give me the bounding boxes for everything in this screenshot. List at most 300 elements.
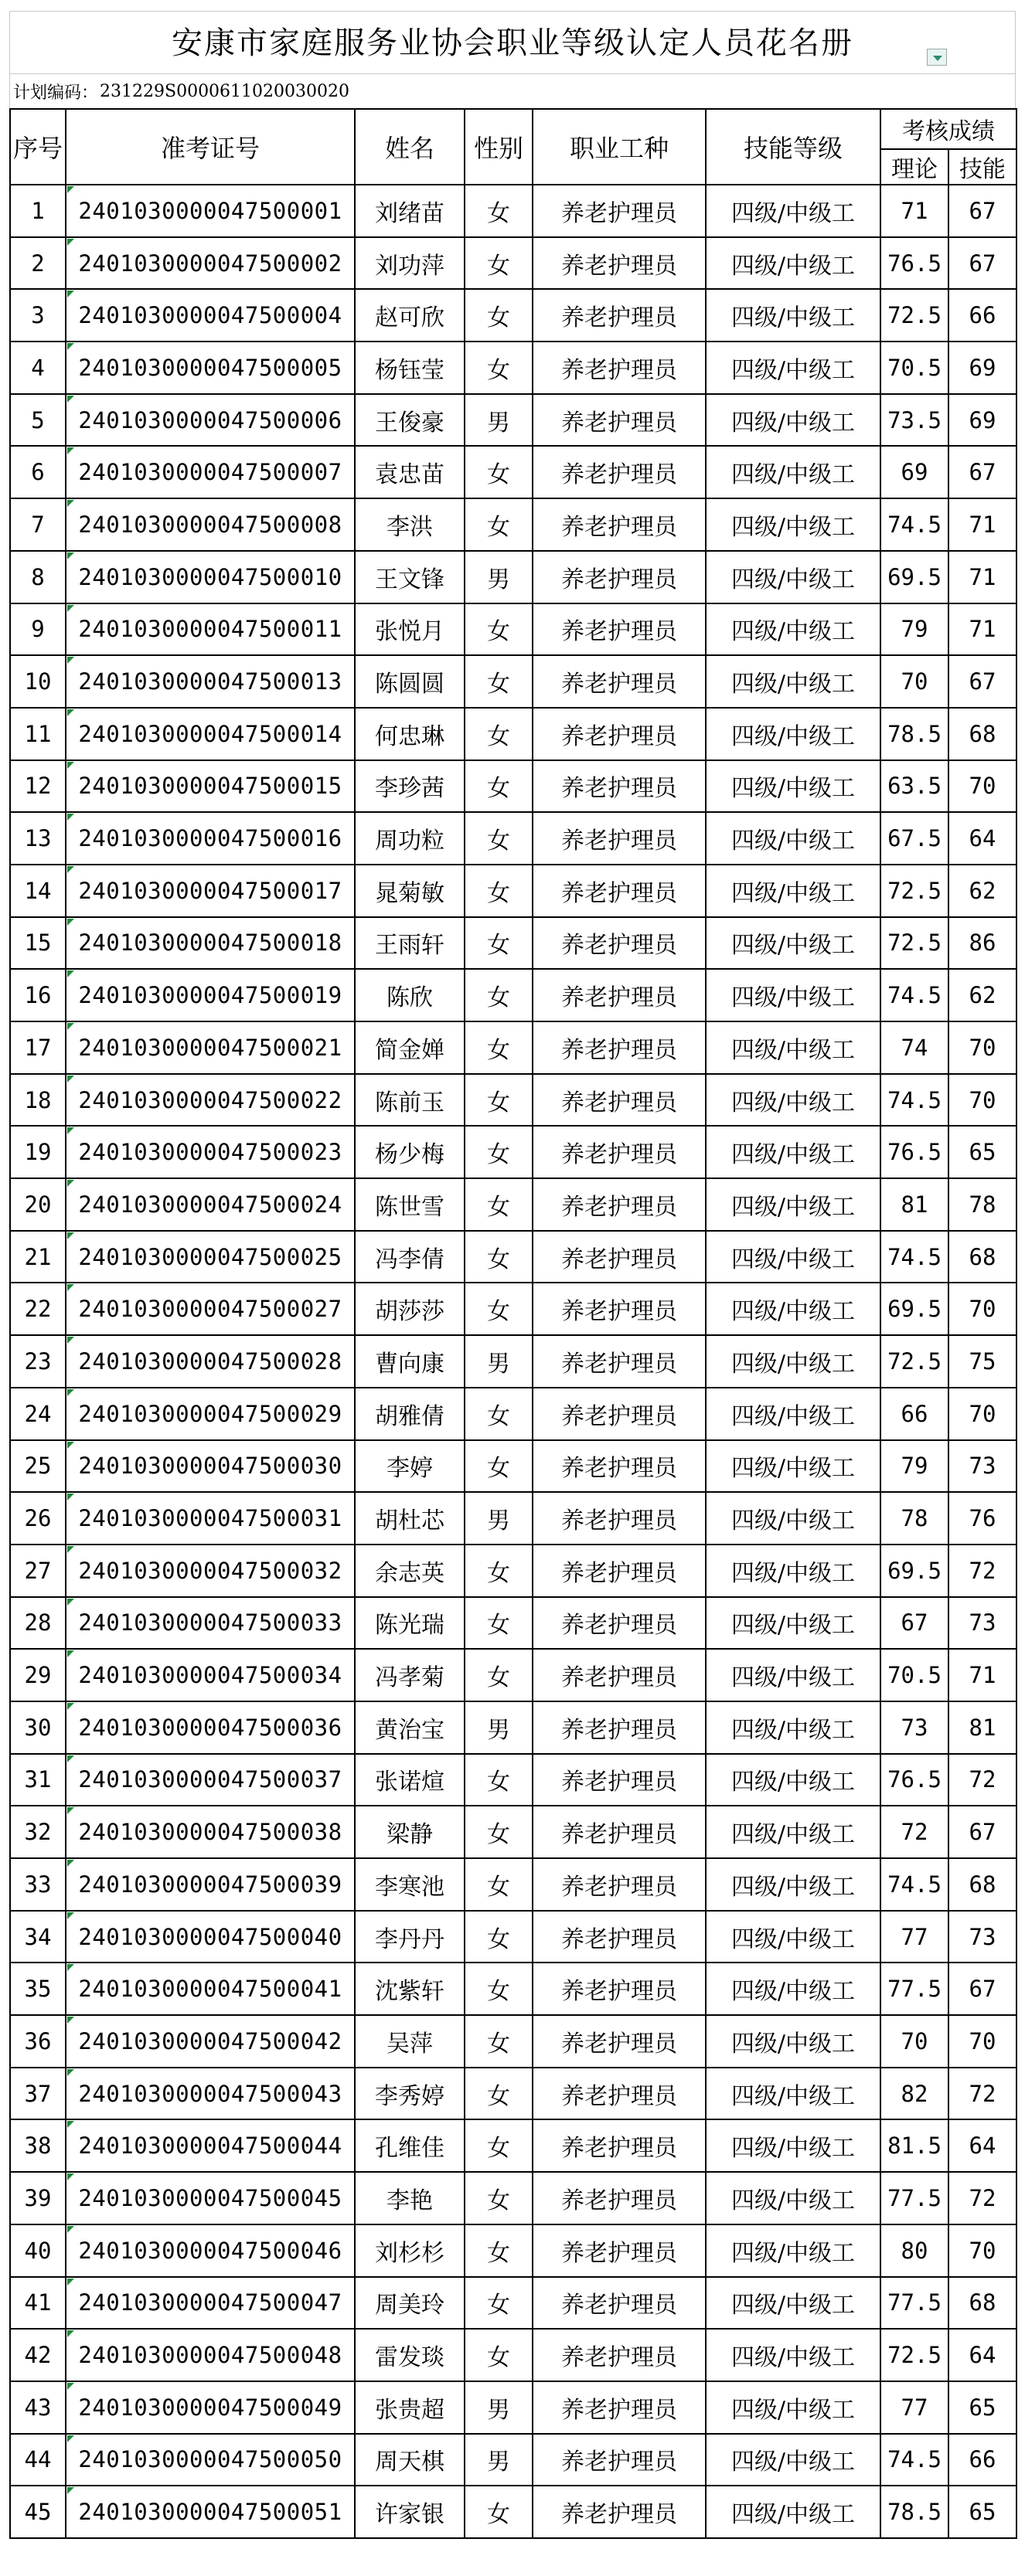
level-cell: 四级/中级工 bbox=[706, 708, 880, 760]
theory-score-cell: 74.5 bbox=[880, 2434, 948, 2486]
theory-score-cell: 72.5 bbox=[880, 865, 948, 917]
table-row bbox=[10, 394, 1016, 447]
exam-id-cell: 2401030000047500019 bbox=[66, 969, 355, 1021]
header-skill: 技能 bbox=[948, 149, 1016, 185]
exam-id-cell: 2401030000047500028 bbox=[66, 1335, 355, 1388]
level-cell: 四级/中级工 bbox=[706, 917, 880, 970]
table-row bbox=[10, 1649, 1016, 1701]
gender-cell: 女 bbox=[465, 1911, 533, 1963]
level-cell: 四级/中级工 bbox=[706, 2119, 880, 2172]
skill-score-cell: 65 bbox=[948, 2486, 1016, 2538]
occupation-cell: 养老护理员 bbox=[533, 1021, 706, 1074]
occupation-cell: 养老护理员 bbox=[533, 1597, 706, 1650]
table-row bbox=[10, 1283, 1016, 1335]
skill-score-cell: 64 bbox=[948, 812, 1016, 865]
exam-id-cell: 2401030000047500002 bbox=[66, 237, 355, 290]
skill-score-cell: 71 bbox=[948, 603, 1016, 656]
exam-id-cell: 2401030000047500008 bbox=[66, 498, 355, 551]
occupation-cell: 养老护理员 bbox=[533, 2224, 706, 2277]
theory-score-cell: 74 bbox=[880, 1021, 948, 1074]
seq-cell: 39 bbox=[10, 2172, 66, 2224]
skill-score-cell: 65 bbox=[948, 1126, 1016, 1178]
theory-score-cell: 82 bbox=[880, 2068, 948, 2120]
table-row bbox=[10, 446, 1016, 498]
seq-cell: 32 bbox=[10, 1806, 66, 1858]
table-row bbox=[10, 237, 1016, 290]
name-cell: 吴萍 bbox=[355, 2015, 465, 2068]
gender-cell: 女 bbox=[465, 1806, 533, 1858]
level-cell: 四级/中级工 bbox=[706, 2381, 880, 2434]
name-cell: 刘绪苗 bbox=[355, 185, 465, 237]
theory-score-cell: 70 bbox=[880, 655, 948, 708]
table-row bbox=[10, 2172, 1016, 2224]
level-cell: 四级/中级工 bbox=[706, 2015, 880, 2068]
level-cell: 四级/中级工 bbox=[706, 1021, 880, 1074]
level-cell: 四级/中级工 bbox=[706, 2068, 880, 2120]
level-cell: 四级/中级工 bbox=[706, 969, 880, 1021]
table-row bbox=[10, 2486, 1016, 2538]
theory-score-cell: 78 bbox=[880, 1492, 948, 1545]
theory-score-cell: 70 bbox=[880, 2015, 948, 2068]
level-cell: 四级/中级工 bbox=[706, 1597, 880, 1650]
theory-score-cell: 79 bbox=[880, 603, 948, 656]
header-theory: 理论 bbox=[880, 149, 948, 185]
theory-score-cell: 63.5 bbox=[880, 760, 948, 813]
level-cell: 四级/中级工 bbox=[706, 1858, 880, 1911]
gender-cell: 男 bbox=[465, 1335, 533, 1388]
exam-id-cell: 2401030000047500017 bbox=[66, 865, 355, 917]
seq-cell: 23 bbox=[10, 1335, 66, 1388]
theory-score-cell: 74.5 bbox=[880, 1858, 948, 1911]
occupation-cell: 养老护理员 bbox=[533, 394, 706, 447]
exam-id-cell: 2401030000047500010 bbox=[66, 551, 355, 603]
skill-score-cell: 70 bbox=[948, 760, 1016, 813]
occupation-cell: 养老护理员 bbox=[533, 1545, 706, 1597]
theory-score-cell: 70.5 bbox=[880, 1649, 948, 1701]
level-cell: 四级/中级工 bbox=[706, 289, 880, 342]
seq-cell: 3 bbox=[10, 289, 66, 342]
gender-cell: 女 bbox=[465, 1963, 533, 2015]
exam-id-cell: 2401030000047500033 bbox=[66, 1597, 355, 1650]
level-cell: 四级/中级工 bbox=[706, 1963, 880, 2015]
skill-score-cell: 69 bbox=[948, 342, 1016, 394]
occupation-cell: 养老护理员 bbox=[533, 1440, 706, 1493]
level-cell: 四级/中级工 bbox=[706, 1231, 880, 1283]
level-cell: 四级/中级工 bbox=[706, 2172, 880, 2224]
skill-score-cell: 64 bbox=[948, 2329, 1016, 2381]
occupation-cell: 养老护理员 bbox=[533, 551, 706, 603]
occupation-cell: 养老护理员 bbox=[533, 1231, 706, 1283]
exam-id-cell: 2401030000047500016 bbox=[66, 812, 355, 865]
skill-score-cell: 68 bbox=[948, 1231, 1016, 1283]
seq-cell: 14 bbox=[10, 865, 66, 917]
name-cell: 陈前玉 bbox=[355, 1074, 465, 1127]
gender-cell: 女 bbox=[465, 2224, 533, 2277]
name-cell: 刘杉杉 bbox=[355, 2224, 465, 2277]
skill-score-cell: 70 bbox=[948, 2015, 1016, 2068]
gender-cell: 女 bbox=[465, 2172, 533, 2224]
table-row bbox=[10, 289, 1016, 342]
gender-cell: 女 bbox=[465, 969, 533, 1021]
table-row bbox=[10, 185, 1016, 237]
filter-dropdown-button[interactable] bbox=[927, 49, 947, 66]
seq-cell: 4 bbox=[10, 342, 66, 394]
seq-cell: 22 bbox=[10, 1283, 66, 1335]
occupation-cell: 养老护理员 bbox=[533, 708, 706, 760]
gender-cell: 女 bbox=[465, 2486, 533, 2538]
seq-cell: 9 bbox=[10, 603, 66, 656]
occupation-cell: 养老护理员 bbox=[533, 655, 706, 708]
level-cell: 四级/中级工 bbox=[706, 1126, 880, 1178]
skill-score-cell: 68 bbox=[948, 2277, 1016, 2330]
seq-cell: 29 bbox=[10, 1649, 66, 1701]
seq-cell: 28 bbox=[10, 1597, 66, 1650]
name-cell: 杨钰莹 bbox=[355, 342, 465, 394]
gender-cell: 女 bbox=[465, 2119, 533, 2172]
header-name: 姓名 bbox=[355, 109, 465, 185]
name-cell: 曹向康 bbox=[355, 1335, 465, 1388]
gender-cell: 女 bbox=[465, 1649, 533, 1701]
header-score-group: 考核成绩 bbox=[880, 109, 1016, 149]
occupation-cell: 养老护理员 bbox=[533, 1283, 706, 1335]
skill-score-cell: 73 bbox=[948, 1440, 1016, 1493]
skill-score-cell: 70 bbox=[948, 2224, 1016, 2277]
occupation-cell: 养老护理员 bbox=[533, 1388, 706, 1440]
theory-score-cell: 74.5 bbox=[880, 969, 948, 1021]
seq-cell: 35 bbox=[10, 1963, 66, 2015]
exam-id-cell: 2401030000047500037 bbox=[66, 1754, 355, 1806]
theory-score-cell: 74.5 bbox=[880, 498, 948, 551]
exam-id-cell: 2401030000047500048 bbox=[66, 2329, 355, 2381]
name-cell: 陈世雪 bbox=[355, 1178, 465, 1231]
skill-score-cell: 62 bbox=[948, 865, 1016, 917]
skill-score-cell: 72 bbox=[948, 1545, 1016, 1597]
skill-score-cell: 86 bbox=[948, 917, 1016, 970]
table-row bbox=[10, 1231, 1016, 1283]
occupation-cell: 养老护理员 bbox=[533, 2486, 706, 2538]
name-cell: 雷发琰 bbox=[355, 2329, 465, 2381]
name-cell: 张诺煊 bbox=[355, 1754, 465, 1806]
skill-score-cell: 67 bbox=[948, 1963, 1016, 2015]
exam-id-cell: 2401030000047500045 bbox=[66, 2172, 355, 2224]
gender-cell: 女 bbox=[465, 603, 533, 656]
skill-score-cell: 67 bbox=[948, 655, 1016, 708]
table-row bbox=[10, 1754, 1016, 1806]
table-row bbox=[10, 1178, 1016, 1231]
occupation-cell: 养老护理员 bbox=[533, 1858, 706, 1911]
skill-score-cell: 70 bbox=[948, 1074, 1016, 1127]
exam-id-cell: 2401030000047500046 bbox=[66, 2224, 355, 2277]
name-cell: 王雨轩 bbox=[355, 917, 465, 970]
name-cell: 赵可欣 bbox=[355, 289, 465, 342]
seq-cell: 26 bbox=[10, 1492, 66, 1545]
level-cell: 四级/中级工 bbox=[706, 1335, 880, 1388]
table-row bbox=[10, 760, 1016, 813]
gender-cell: 女 bbox=[465, 2015, 533, 2068]
level-cell: 四级/中级工 bbox=[706, 1545, 880, 1597]
occupation-cell: 养老护理员 bbox=[533, 812, 706, 865]
theory-score-cell: 79 bbox=[880, 1440, 948, 1493]
name-cell: 梁静 bbox=[355, 1806, 465, 1858]
chevron-down-icon bbox=[933, 56, 942, 61]
table-row bbox=[10, 1492, 1016, 1545]
table-row bbox=[10, 1701, 1016, 1754]
level-cell: 四级/中级工 bbox=[706, 1754, 880, 1806]
level-cell: 四级/中级工 bbox=[706, 237, 880, 290]
exam-id-cell: 2401030000047500049 bbox=[66, 2381, 355, 2434]
level-cell: 四级/中级工 bbox=[706, 1440, 880, 1493]
table-row bbox=[10, 1388, 1016, 1440]
skill-score-cell: 66 bbox=[948, 289, 1016, 342]
exam-id-cell: 2401030000047500034 bbox=[66, 1649, 355, 1701]
theory-score-cell: 76.5 bbox=[880, 1126, 948, 1178]
gender-cell: 男 bbox=[465, 551, 533, 603]
skill-score-cell: 66 bbox=[948, 2434, 1016, 2486]
seq-cell: 43 bbox=[10, 2381, 66, 2434]
level-cell: 四级/中级工 bbox=[706, 446, 880, 498]
level-cell: 四级/中级工 bbox=[706, 603, 880, 656]
occupation-cell: 养老护理员 bbox=[533, 1806, 706, 1858]
level-cell: 四级/中级工 bbox=[706, 185, 880, 237]
seq-cell: 19 bbox=[10, 1126, 66, 1178]
seq-cell: 36 bbox=[10, 2015, 66, 2068]
skill-score-cell: 68 bbox=[948, 1858, 1016, 1911]
theory-score-cell: 67 bbox=[880, 1597, 948, 1650]
name-cell: 袁忠苗 bbox=[355, 446, 465, 498]
table-row bbox=[10, 1806, 1016, 1858]
gender-cell: 女 bbox=[465, 1074, 533, 1127]
gender-cell: 女 bbox=[465, 760, 533, 813]
theory-score-cell: 72.5 bbox=[880, 2329, 948, 2381]
header-level: 技能等级 bbox=[706, 109, 880, 185]
occupation-cell: 养老护理员 bbox=[533, 1911, 706, 1963]
table-row bbox=[10, 655, 1016, 708]
seq-cell: 30 bbox=[10, 1701, 66, 1754]
skill-score-cell: 65 bbox=[948, 2381, 1016, 2434]
name-cell: 沈紫轩 bbox=[355, 1963, 465, 2015]
seq-cell: 31 bbox=[10, 1754, 66, 1806]
occupation-cell: 养老护理员 bbox=[533, 2119, 706, 2172]
gender-cell: 女 bbox=[465, 1178, 533, 1231]
level-cell: 四级/中级工 bbox=[706, 1074, 880, 1127]
name-cell: 胡雅倩 bbox=[355, 1388, 465, 1440]
occupation-cell: 养老护理员 bbox=[533, 289, 706, 342]
occupation-cell: 养老护理员 bbox=[533, 969, 706, 1021]
seq-cell: 40 bbox=[10, 2224, 66, 2277]
exam-id-cell: 2401030000047500029 bbox=[66, 1388, 355, 1440]
exam-id-cell: 2401030000047500005 bbox=[66, 342, 355, 394]
header-occupation: 职业工种 bbox=[533, 109, 706, 185]
occupation-cell: 养老护理员 bbox=[533, 1178, 706, 1231]
gender-cell: 女 bbox=[465, 1597, 533, 1650]
level-cell: 四级/中级工 bbox=[706, 2224, 880, 2277]
seq-cell: 24 bbox=[10, 1388, 66, 1440]
name-cell: 何忠琳 bbox=[355, 708, 465, 760]
occupation-cell: 养老护理员 bbox=[533, 446, 706, 498]
gender-cell: 女 bbox=[465, 1283, 533, 1335]
theory-score-cell: 74.5 bbox=[880, 1074, 948, 1127]
name-cell: 周天棋 bbox=[355, 2434, 465, 2486]
table-row bbox=[10, 2224, 1016, 2277]
name-cell: 张悦月 bbox=[355, 603, 465, 656]
table-row bbox=[10, 2068, 1016, 2120]
seq-cell: 27 bbox=[10, 1545, 66, 1597]
level-cell: 四级/中级工 bbox=[706, 1806, 880, 1858]
exam-id-cell: 2401030000047500043 bbox=[66, 2068, 355, 2120]
table-row bbox=[10, 917, 1016, 970]
table-row bbox=[10, 1335, 1016, 1388]
theory-score-cell: 72 bbox=[880, 1806, 948, 1858]
name-cell: 李婷 bbox=[355, 1440, 465, 1493]
exam-id-cell: 2401030000047500007 bbox=[66, 446, 355, 498]
title-row bbox=[9, 11, 1016, 74]
table-row bbox=[10, 1545, 1016, 1597]
gender-cell: 女 bbox=[465, 655, 533, 708]
name-cell: 李秀婷 bbox=[355, 2068, 465, 2120]
plan-code-row bbox=[9, 74, 1016, 108]
seq-cell: 38 bbox=[10, 2119, 66, 2172]
seq-cell: 42 bbox=[10, 2329, 66, 2381]
gender-cell: 男 bbox=[465, 394, 533, 447]
theory-score-cell: 67.5 bbox=[880, 812, 948, 865]
skill-score-cell: 72 bbox=[948, 2172, 1016, 2224]
skill-score-cell: 67 bbox=[948, 1806, 1016, 1858]
name-cell: 孔维佳 bbox=[355, 2119, 465, 2172]
occupation-cell: 养老护理员 bbox=[533, 2434, 706, 2486]
occupation-cell: 养老护理员 bbox=[533, 2381, 706, 2434]
gender-cell: 女 bbox=[465, 917, 533, 970]
gender-cell: 女 bbox=[465, 1440, 533, 1493]
gender-cell: 男 bbox=[465, 1701, 533, 1754]
level-cell: 四级/中级工 bbox=[706, 1492, 880, 1545]
name-cell: 黄治宝 bbox=[355, 1701, 465, 1754]
theory-score-cell: 74.5 bbox=[880, 1231, 948, 1283]
seq-cell: 13 bbox=[10, 812, 66, 865]
gender-cell: 女 bbox=[465, 812, 533, 865]
table-row bbox=[10, 551, 1016, 603]
gender-cell: 女 bbox=[465, 1021, 533, 1074]
table-row bbox=[10, 498, 1016, 551]
table-row bbox=[10, 2329, 1016, 2381]
occupation-cell: 养老护理员 bbox=[533, 1126, 706, 1178]
exam-id-cell: 2401030000047500039 bbox=[66, 1858, 355, 1911]
occupation-cell: 养老护理员 bbox=[533, 1701, 706, 1754]
skill-score-cell: 76 bbox=[948, 1492, 1016, 1545]
theory-score-cell: 66 bbox=[880, 1388, 948, 1440]
occupation-cell: 养老护理员 bbox=[533, 1963, 706, 2015]
name-cell: 陈圆圆 bbox=[355, 655, 465, 708]
name-cell: 张贵超 bbox=[355, 2381, 465, 2434]
exam-id-cell: 2401030000047500032 bbox=[66, 1545, 355, 1597]
name-cell: 李艳 bbox=[355, 2172, 465, 2224]
theory-score-cell: 77.5 bbox=[880, 1963, 948, 2015]
gender-cell: 女 bbox=[465, 498, 533, 551]
occupation-cell: 养老护理员 bbox=[533, 2015, 706, 2068]
plan-code-value: 231229S0000611020030020 bbox=[100, 81, 350, 101]
occupation-cell: 养老护理员 bbox=[533, 2172, 706, 2224]
name-cell: 王俊豪 bbox=[355, 394, 465, 447]
exam-id-cell: 2401030000047500044 bbox=[66, 2119, 355, 2172]
occupation-cell: 养老护理员 bbox=[533, 917, 706, 970]
gender-cell: 女 bbox=[465, 1754, 533, 1806]
skill-score-cell: 68 bbox=[948, 708, 1016, 760]
occupation-cell: 养老护理员 bbox=[533, 760, 706, 813]
theory-score-cell: 69.5 bbox=[880, 1283, 948, 1335]
seq-cell: 7 bbox=[10, 498, 66, 551]
theory-score-cell: 76.5 bbox=[880, 1754, 948, 1806]
table-row bbox=[10, 1911, 1016, 1963]
gender-cell: 女 bbox=[465, 1388, 533, 1440]
name-cell: 王文锋 bbox=[355, 551, 465, 603]
gender-cell: 女 bbox=[465, 1126, 533, 1178]
name-cell: 胡杜芯 bbox=[355, 1492, 465, 1545]
exam-id-cell: 2401030000047500011 bbox=[66, 603, 355, 656]
seq-cell: 1 bbox=[10, 185, 66, 237]
gender-cell: 女 bbox=[465, 237, 533, 290]
table-row bbox=[10, 2015, 1016, 2068]
theory-score-cell: 77.5 bbox=[880, 2277, 948, 2330]
level-cell: 四级/中级工 bbox=[706, 2277, 880, 2330]
exam-id-cell: 2401030000047500004 bbox=[66, 289, 355, 342]
theory-score-cell: 72.5 bbox=[880, 1335, 948, 1388]
table-row bbox=[10, 2381, 1016, 2434]
exam-id-cell: 2401030000047500040 bbox=[66, 1911, 355, 1963]
exam-id-cell: 2401030000047500041 bbox=[66, 1963, 355, 2015]
skill-score-cell: 67 bbox=[948, 446, 1016, 498]
gender-cell: 男 bbox=[465, 2434, 533, 2486]
level-cell: 四级/中级工 bbox=[706, 1283, 880, 1335]
skill-score-cell: 67 bbox=[948, 237, 1016, 290]
seq-cell: 41 bbox=[10, 2277, 66, 2330]
level-cell: 四级/中级工 bbox=[706, 760, 880, 813]
skill-score-cell: 71 bbox=[948, 551, 1016, 603]
gender-cell: 女 bbox=[465, 446, 533, 498]
exam-id-cell: 2401030000047500023 bbox=[66, 1126, 355, 1178]
level-cell: 四级/中级工 bbox=[706, 2329, 880, 2381]
exam-id-cell: 2401030000047500015 bbox=[66, 760, 355, 813]
table-row bbox=[10, 1126, 1016, 1178]
name-cell: 陈欣 bbox=[355, 969, 465, 1021]
exam-id-cell: 2401030000047500024 bbox=[66, 1178, 355, 1231]
exam-id-cell: 2401030000047500025 bbox=[66, 1231, 355, 1283]
seq-cell: 15 bbox=[10, 917, 66, 970]
name-cell: 刘功萍 bbox=[355, 237, 465, 290]
exam-id-cell: 2401030000047500036 bbox=[66, 1701, 355, 1754]
occupation-cell: 养老护理员 bbox=[533, 2068, 706, 2120]
occupation-cell: 养老护理员 bbox=[533, 185, 706, 237]
name-cell: 许家银 bbox=[355, 2486, 465, 2538]
level-cell: 四级/中级工 bbox=[706, 551, 880, 603]
theory-score-cell: 76.5 bbox=[880, 237, 948, 290]
table-row bbox=[10, 812, 1016, 865]
skill-score-cell: 72 bbox=[948, 1754, 1016, 1806]
occupation-cell: 养老护理员 bbox=[533, 2329, 706, 2381]
gender-cell: 女 bbox=[465, 342, 533, 394]
exam-id-cell: 2401030000047500001 bbox=[66, 185, 355, 237]
header-gender: 性别 bbox=[465, 109, 533, 185]
header-exam-id: 准考证号 bbox=[66, 109, 355, 185]
name-cell: 胡莎莎 bbox=[355, 1283, 465, 1335]
gender-cell: 女 bbox=[465, 2277, 533, 2330]
occupation-cell: 养老护理员 bbox=[533, 865, 706, 917]
name-cell: 晁菊敏 bbox=[355, 865, 465, 917]
level-cell: 四级/中级工 bbox=[706, 1701, 880, 1754]
table-row bbox=[10, 1858, 1016, 1911]
name-cell: 周美玲 bbox=[355, 2277, 465, 2330]
skill-score-cell: 71 bbox=[948, 1649, 1016, 1701]
skill-score-cell: 62 bbox=[948, 969, 1016, 1021]
name-cell: 周功粒 bbox=[355, 812, 465, 865]
